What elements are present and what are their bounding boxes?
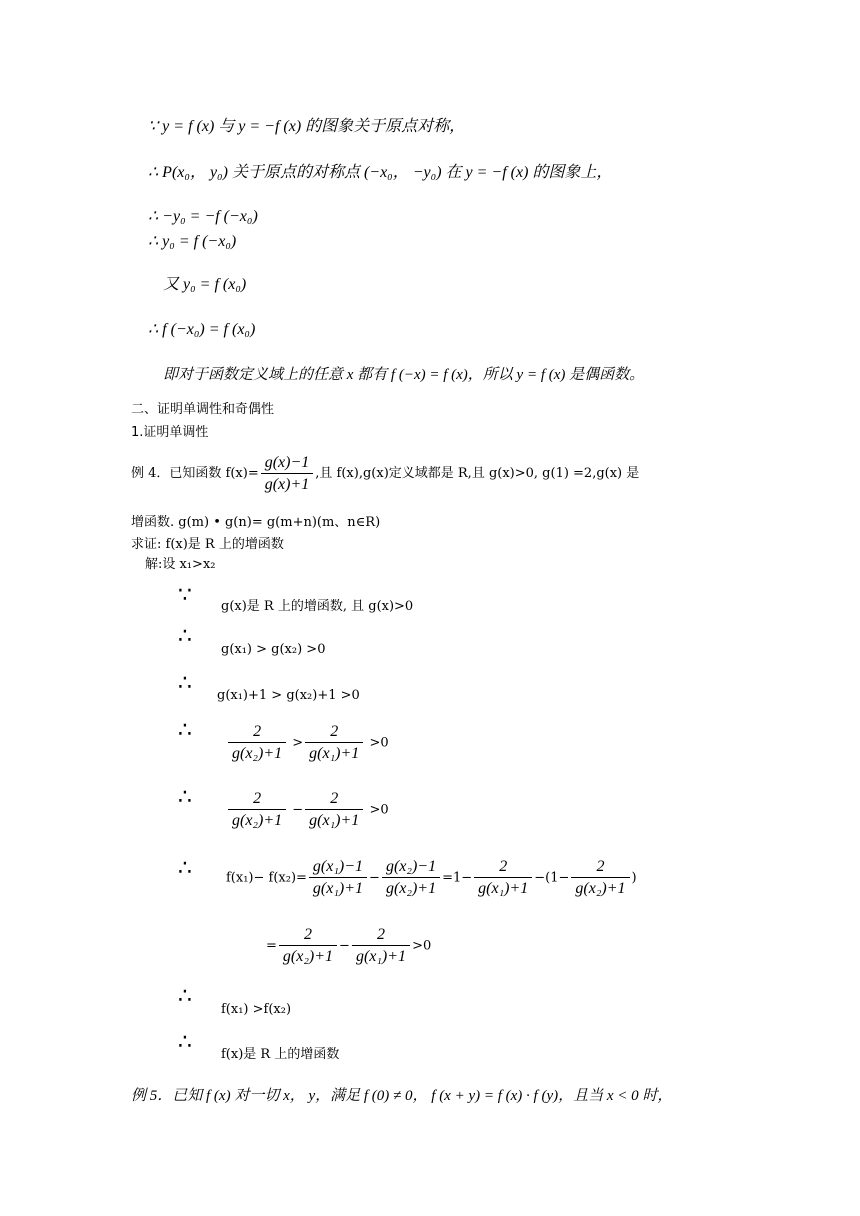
- section-heading: 二、证明单调性和奇偶性: [131, 402, 275, 417]
- therefore-symbol: ∴: [178, 718, 192, 743]
- ex4-den: g(x)+1: [261, 473, 314, 495]
- numerator: 2: [253, 790, 262, 807]
- line-7: 即对于函数定义域上的任意 x 都有 f (−x) = f (x)，所以 y = f (x) 是偶函数。: [163, 367, 645, 383]
- operator: ): [631, 870, 637, 886]
- fraction: [474, 857, 532, 899]
- numerator: 2: [330, 723, 339, 740]
- numerator: 2: [377, 926, 385, 943]
- line-6: ∴ f (−x₀) = f (x₀): [148, 321, 256, 338]
- example-4-line-2: 增函数. g(m) • g(n)= g(m+n)(m、n∈R): [131, 515, 381, 530]
- operator: >0: [369, 735, 389, 751]
- denominator: g(x₂)+1: [228, 742, 286, 764]
- denominator: g(x₁)+1: [309, 877, 367, 899]
- because-symbol: ∵: [178, 583, 192, 608]
- line-2: ∴ P(x₀， y₀) 关于原点的对称点 (−x₀， −y₀) 在 y = −f (x) 的图象上，: [148, 164, 613, 181]
- operator: −(1−: [534, 870, 570, 886]
- expression-start: f(x₁)− f(x₂)=: [226, 870, 307, 886]
- operator: >: [292, 735, 304, 751]
- denominator: g(x₁)+1: [474, 877, 532, 899]
- operator: =1−: [442, 870, 473, 886]
- fraction: [279, 925, 337, 967]
- ex4-post: ,且 f(x),g(x)定义域都是 R,且 g(x)>0, g(1) =2,g(x) 是: [315, 466, 640, 481]
- numerator: g(x₁)−1: [312, 858, 364, 875]
- step-9: f(x)是 R 上的增函数: [221, 1047, 340, 1062]
- step-4: [226, 722, 389, 768]
- denominator: g(x₂)+1: [228, 809, 286, 831]
- example-4-line-3: 求证: f(x)是 R 上的增函数: [131, 537, 284, 552]
- numerator: 2: [330, 790, 339, 807]
- fraction: [571, 857, 629, 899]
- denominator: g(x₂)+1: [382, 877, 440, 899]
- numerator: 2: [253, 723, 262, 740]
- line-5: 又 y₀ = f (x₀): [163, 276, 247, 293]
- denominator: g(x₂)+1: [571, 877, 629, 899]
- operator: =: [266, 938, 277, 954]
- fraction: [382, 857, 440, 899]
- therefore-symbol: ∴: [178, 671, 192, 696]
- fraction: [228, 789, 286, 831]
- fraction: [352, 925, 410, 967]
- ex4-num: g(x)−1: [264, 453, 310, 471]
- operator: −: [292, 802, 304, 818]
- step-8: f(x₁) >f(x₂): [221, 1002, 292, 1017]
- step-7: [266, 925, 431, 971]
- step-1: g(x)是 R 上的增函数, 且 g(x)>0: [221, 599, 414, 614]
- ex4-pre: 例 4．已知函数 f(x)=: [131, 466, 259, 481]
- fraction: [305, 789, 363, 831]
- example-5-line: 例 5．已知 f (x) 对一切 x， y，满足 f (0) ≠ 0， f (x + y) = f (x) · f (y)，且当 x < 0 时，: [131, 1088, 673, 1104]
- operator: >0: [369, 802, 389, 818]
- denominator: g(x₁)+1: [305, 742, 363, 764]
- numerator: 2: [596, 858, 605, 875]
- therefore-symbol: ∴: [178, 785, 192, 810]
- operator: −: [339, 938, 350, 954]
- fraction: [305, 722, 363, 764]
- subsection-heading: 1.证明单调性: [131, 425, 209, 440]
- solution-intro: 解:设 x₁>x₂: [145, 557, 216, 572]
- step-5: [226, 789, 389, 835]
- numerator: g(x₂)−1: [385, 858, 437, 875]
- example-4-line-1: [131, 452, 639, 496]
- denominator: g(x₁)+1: [352, 945, 410, 967]
- operator: −: [369, 870, 380, 886]
- fraction: [309, 857, 367, 899]
- therefore-symbol: ∴: [178, 856, 192, 881]
- line-4: ∴ y₀ = f (−x₀): [148, 233, 237, 250]
- therefore-symbol: ∴: [178, 1030, 192, 1055]
- step-2: g(x₁) > g(x₂) >0: [221, 642, 326, 657]
- denominator: g(x₁)+1: [305, 809, 363, 831]
- numerator: 2: [499, 858, 508, 875]
- line-3: ∴ −y₀ = −f (−x₀): [148, 208, 258, 225]
- therefore-symbol: ∴: [178, 624, 192, 649]
- therefore-symbol: ∴: [178, 984, 192, 1009]
- ex4-fraction: [261, 453, 314, 495]
- denominator: g(x₂)+1: [279, 945, 337, 967]
- numerator: 2: [303, 926, 312, 943]
- step-6: [226, 857, 637, 903]
- operator: >0: [412, 938, 432, 954]
- step-3: g(x₁)+1 > g(x₂)+1 >0: [217, 688, 360, 703]
- fraction: [228, 722, 286, 764]
- line-1: ∵ y = f (x) 与 y = −f (x) 的图象关于原点对称，: [148, 118, 466, 135]
